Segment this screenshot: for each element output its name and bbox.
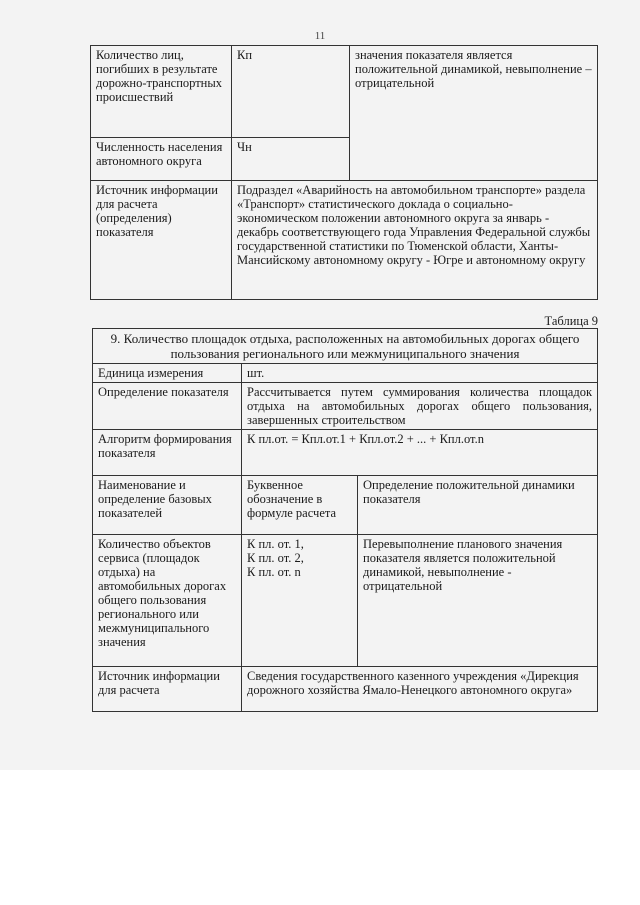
table-row: [93, 329, 598, 364]
indicator-table-8: [90, 45, 598, 300]
source-value: Сведения государственного казенного учреждения «Дирекция дорожного хозяйства Ямало-Ненецкого автономного округа»: [242, 667, 598, 712]
dynamics-definition: значения показателя является положительной динамикой, невыполнение – отрицательной: [350, 46, 598, 181]
base-indicator-name: Количество лиц, погибших в результате дорожно-транспортных происшествий: [91, 46, 232, 138]
base-indicator-name: Численность населения автономного округа: [91, 138, 232, 181]
table-caption: Таблица 9: [544, 314, 598, 328]
base-indicator-symbols: [242, 535, 358, 667]
symbol-line: К пл. от. n: [247, 565, 301, 579]
indicator-title: 9. Количество площадок отдыха, расположенных на автомобильных дорогах общего пользования регионального или межмуниципального значения: [93, 329, 598, 364]
table-row: [93, 667, 598, 712]
base-indicator-symbol: Кп: [232, 46, 350, 138]
table-row: [93, 535, 598, 667]
base-indicator-name: Количество объектов сервиса (площадок отдыха) на автомобильных дорогах общего пользования регионального или межмуниципального значения: [93, 535, 242, 667]
unit-label: Единица измерения: [93, 364, 242, 383]
unit-value: шт.: [242, 364, 598, 383]
source-label: Источник информации для расчета: [93, 667, 242, 712]
source-value: Подраздел «Аварийность на автомобильном транспорте» раздела «Транспорт» статистического доклада о социально-экономическом положении автономного округа за январь - декабрь соответствующего года Управления Федеральной службы государственной статистики по Тюменской области, Ханты-Мансийскому автономному округу - Югре и автономному округу: [232, 181, 598, 300]
header-dynamics: Определение положительной динамики показателя: [358, 476, 598, 535]
table-row: [91, 46, 598, 138]
algorithm-label: Алгоритм формирования показателя: [93, 430, 242, 476]
algorithm-formula: К пл.от. = Кпл.от.1 + Кпл.от.2 + ... + Кпл.от.n: [242, 430, 598, 476]
table-row: [91, 181, 598, 300]
page-number: 11: [314, 30, 326, 42]
symbol-line: К пл. от. 2,: [247, 551, 304, 565]
definition-label: Определение показателя: [93, 383, 242, 430]
symbol-line: К пл. от. 1,: [247, 537, 304, 551]
definition-value: Рассчитывается путем суммирования количества площадок отдыха на автомобильных дорогах общего пользования, завершенных строительством: [242, 383, 598, 430]
source-label: Источник информации для расчета (определения) показателя: [91, 181, 232, 300]
blank-area: [0, 770, 640, 905]
indicator-table-9: [92, 328, 598, 712]
base-indicator-symbol: Чн: [232, 138, 350, 181]
table-row: [93, 383, 598, 430]
table-row: [93, 476, 598, 535]
dynamics-definition: Перевыполнение планового значения показателя является положительной динамикой, невыполнение - отрицательной: [358, 535, 598, 667]
table-row: [93, 364, 598, 383]
table-row: [93, 430, 598, 476]
header-symbol: Буквенное обозначение в формуле расчета: [242, 476, 358, 535]
header-base-name: Наименование и определение базовых показателей: [93, 476, 242, 535]
